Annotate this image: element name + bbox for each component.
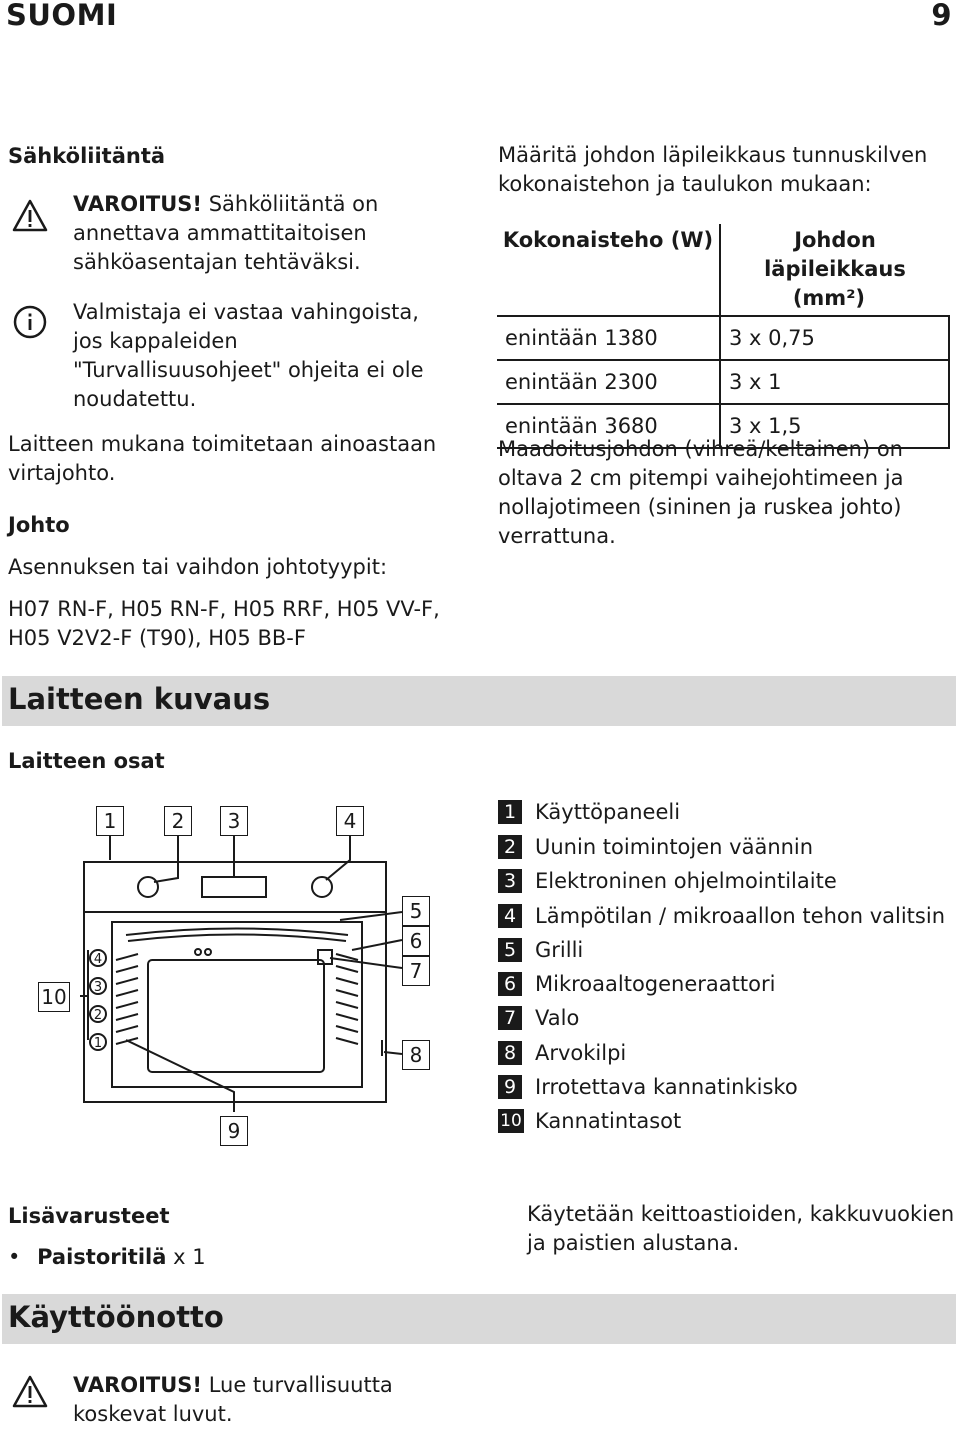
legend-text: Lämpötilan / mikroaallon tehon valitsin [535, 904, 946, 928]
info-text: Valmistaja ei vastaa vahingoista, [73, 300, 419, 324]
diagram-label: 7 [402, 956, 430, 986]
legend-number: 7 [498, 1006, 522, 1030]
diagram-label: 8 [402, 1040, 430, 1070]
warning-text: Sähköliitäntä on [208, 192, 379, 216]
legend-number: 5 [498, 938, 522, 962]
cable-table [497, 224, 950, 449]
cable-types-line: H05 V2V2-F (T90), H05 BB-F [8, 626, 306, 650]
table-cell-power: enintään 2300 [497, 360, 720, 404]
diagram-label: 9 [220, 1116, 248, 1146]
language-label: SUOMI [6, 0, 118, 32]
accessory-item [8, 1243, 206, 1272]
info-block [73, 298, 453, 414]
legend-number: 3 [498, 869, 522, 893]
info-icon [10, 302, 50, 342]
ground-line: Maadoitusjohdon (vihreä/keltainen) on [498, 437, 903, 461]
warning-block [73, 190, 453, 277]
ground-line: oltava 2 cm pitempi vaihejohtimeen ja [498, 466, 904, 490]
cable-heading: Johto [8, 513, 70, 537]
accessory-use-line: ja paistien alustana. [527, 1231, 740, 1255]
diagram-label: 5 [402, 896, 430, 926]
table-cell-power: enintään 1380 [497, 316, 720, 360]
table-header-section-unit: (mm²) [792, 286, 865, 310]
warning-text: sähköasentajan tehtäväksi. [73, 250, 361, 274]
oven-diagram [30, 800, 440, 1150]
warning-icon [10, 1372, 50, 1412]
cable-intro: Asennuksen tai vaihdon johtotyypit: [8, 555, 388, 579]
diagram-label: 2 [164, 806, 192, 836]
legend-text: Arvokilpi [535, 1041, 627, 1065]
diagram-label: 1 [96, 806, 124, 836]
page-number: 9 [931, 0, 952, 32]
cross-section-intro [498, 141, 927, 199]
ground-line: verrattuna. [498, 524, 616, 548]
diagram-label: 6 [402, 926, 430, 956]
accessory-qty: x 1 [173, 1245, 206, 1269]
warning-text: Lue turvallisuutta [208, 1373, 393, 1397]
legend-text: Irrotettava kannatinkisko [535, 1075, 798, 1099]
legend-text: Kannatintasot [535, 1109, 682, 1133]
bullet: • [8, 1245, 21, 1269]
table-header-power: Kokonaisteho (W) [497, 224, 720, 316]
legend-number: 2 [498, 835, 522, 859]
diagram-label: 10 [38, 982, 70, 1012]
diagram-label: 4 [336, 806, 364, 836]
accessories-heading: Lisävarusteet [8, 1204, 170, 1228]
electric-heading: Sähköliitäntä [8, 144, 166, 168]
warning-strong: VAROITUS! [73, 1373, 202, 1397]
supply-paragraph [8, 430, 436, 488]
accessory-use [527, 1200, 954, 1258]
shelf-number: 3 [93, 980, 103, 995]
ground-paragraph [498, 435, 904, 551]
table-cell-power: enintään 3680 [497, 404, 720, 448]
legend-number: 1 [498, 800, 522, 824]
table-header-section-line: Johdon läpileikkaus [764, 228, 906, 281]
supply-text: Laitteen mukana toimitetaan ainoastaan [8, 432, 437, 456]
legend-text: Grilli [535, 938, 584, 962]
warning-text: annettava ammattitaitoisen [73, 221, 367, 245]
table-cell-section: 3 x 0,75 [720, 316, 949, 360]
info-text: "Turvallisuusohjeet" ohjeita ei ole [73, 358, 424, 382]
table-row [497, 316, 949, 360]
info-text: noudatettu. [73, 387, 197, 411]
table-cell-section: 3 x 1 [720, 360, 949, 404]
warning-strong: VAROITUS! [73, 192, 202, 216]
legend-text: Uunin toimintojen väännin [535, 835, 814, 859]
cable-types [8, 595, 440, 653]
legend-text: Valo [535, 1006, 580, 1030]
parts-heading: Laitteen osat [8, 749, 165, 773]
cable-types-line: H07 RN-F, H05 RN-F, H05 RRF, H05 VV-F, [8, 597, 440, 621]
info-text: jos kappaleiden [73, 329, 238, 353]
diagram-label: 3 [220, 806, 248, 836]
table-row [497, 360, 949, 404]
legend-text: Käyttöpaneeli [535, 800, 681, 824]
legend-number: 4 [498, 904, 522, 928]
section-title: Käyttöönotto [8, 1300, 224, 1334]
accessory-use-line: Käytetään keittoastioiden, kakkuvuokien [527, 1202, 955, 1226]
startup-warning [73, 1371, 453, 1429]
legend-text: Elektroninen ohjelmointilaite [535, 869, 837, 893]
warning-icon [10, 196, 50, 236]
section-band [2, 676, 956, 726]
ground-line: nollajotimeen (sininen ja ruskea johto) [498, 495, 902, 519]
shelf-number: 1 [93, 1036, 103, 1051]
accessory-name: Paistoritilä [37, 1245, 167, 1269]
legend-text: Mikroaaltogeneraattori [535, 972, 776, 996]
intro-line: Määritä johdon läpileikkaus tunnuskilven [498, 143, 928, 167]
legend-number: 9 [498, 1075, 522, 1099]
shelf-number: 4 [93, 952, 103, 967]
table-cell-section: 3 x 1,5 [720, 404, 949, 448]
legend-number: 8 [498, 1041, 522, 1065]
section-title: Laitteen kuvaus [8, 682, 271, 716]
section-band [2, 1294, 956, 1344]
shelf-number: 2 [93, 1008, 103, 1023]
supply-text: virtajohto. [8, 461, 116, 485]
intro-line: kokonaistehon ja taulukon mukaan: [498, 172, 872, 196]
warning-text: koskevat luvut. [73, 1402, 233, 1426]
legend-number: 6 [498, 972, 522, 996]
table-header-section [720, 224, 949, 316]
legend-number: 10 [498, 1109, 524, 1133]
